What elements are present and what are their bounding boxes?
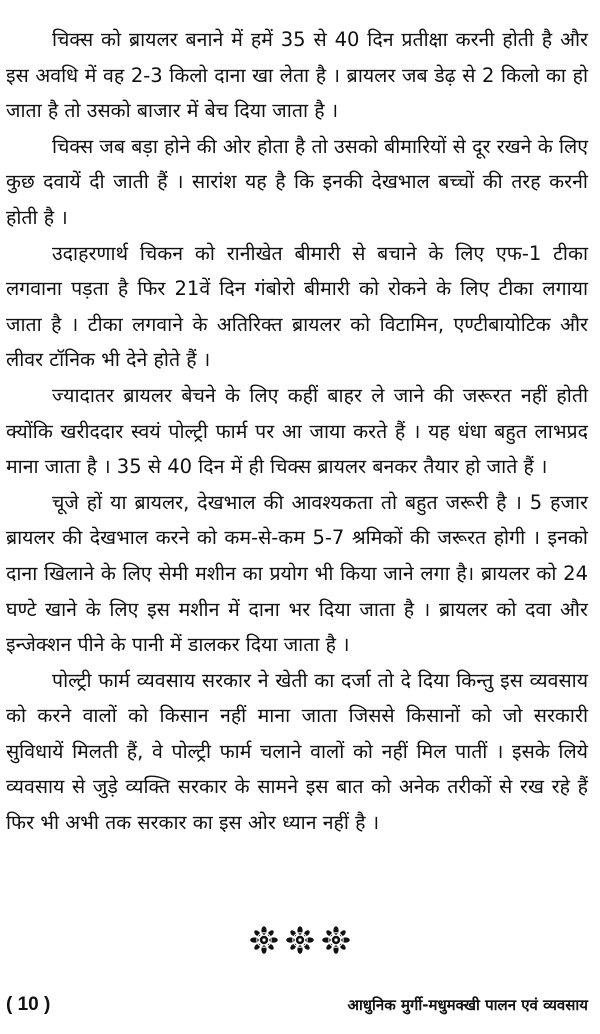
paragraph: उदाहरणार्थ चिकन को रानीखेत बीमारी से बचाने के लिए एफ-1 टीका लगवाना पड़ता है फिर 21वें दिन गंबोरो बीमारी को रोकने के लिए टीका लगाया जाता है । टीका लगवाने के अतिरिक्त ब्रायलर को विटामिन, एण्टीबायोटिक और लीवर टॉनिक भी देने होते हैं । (6, 241, 588, 372)
paragraph: चूजे हों या ब्रायलर, देखभाल की आवश्यकता तो बहुत जरूरी है । 5 हजार ब्रायलर की देखभाल करने को कम-से-कम 5-7 श्रमिकों की जरूरत होगी । इनको दाना खिलाने के लिए सेमी मशीन का प्रयोग भी किया जाने लगा है। ब्रायलर को 24 घण्टे खाने के लिए इस मशीन में दाना भर दिया जाता है । ब्रायलर को दवा और इन्जेक्शन पीने के पानी में डालकर दिया जाता है । (6, 490, 588, 657)
paragraph: चिक्स को ब्रायलर बनाने में हमें 35 से 40 दिन प्रतीक्षा करनी होती है और इस अवधि में वह 2-3 किलो दाना खा लेता है । ब्रायलर जब डेढ़ से 2 किलो का हो जाता है तो उसको बाजार में बेच दिया जाता है । (6, 28, 588, 123)
body-text (6, 22, 588, 841)
page-footer (6, 990, 588, 1020)
flower-ornament-icon (322, 926, 350, 954)
page-number: ( 10 ) (6, 994, 51, 1015)
flower-ornament-icon (286, 926, 314, 954)
paragraph: चिक्स जब बड़ा होने की ओर होता है तो उसको बीमारियों से दूर रखने के लिए कुछ दवायें दी जाती हैं । सारांश यह है कि इनकी देखभाल बच्चों की तरह करनी होती है । (6, 134, 588, 229)
flower-ornament-icon (250, 926, 278, 954)
paragraph: ज्यादातर ब्रायलर बेचने के लिए कहीं बाहर ले जाने की जरूरत नहीं होती क्योंकि खरीददार स्वयं पोल्ट्री फार्म पर आ जाया करते हैं । यह धंधा बहुत लाभप्रद माना जाता है । 35 से 40 दिन में ही चिक्स ब्रायलर बनकर तैयार हो जाते हैं । (6, 383, 588, 479)
running-title: आधुनिक मुर्गी-मधुमक्खी पालन एवं व्यवसाय (347, 996, 588, 1014)
paragraph: पोल्ट्री फार्म व्यवसाय सरकार ने खेती का दर्जा तो दे दिया किन्तु इस व्यवसाय को करने वालों को किसान नहीं माना जाता जिससे किसानों को जो सरकारी सुविधायें मिलती हैं, वे पोल्ट्री फार्म चलाने वालों को नहीं मिल पातीं । इसके लिये व्यवसाय से जुड़े व्यक्ति सरकार के सामने इस बात को अनेक तरीकों से रख रहे हैं फिर भी अभी तक सरकार का इस ओर ध्यान नहीं है । (6, 668, 588, 835)
section-divider (0, 926, 600, 956)
